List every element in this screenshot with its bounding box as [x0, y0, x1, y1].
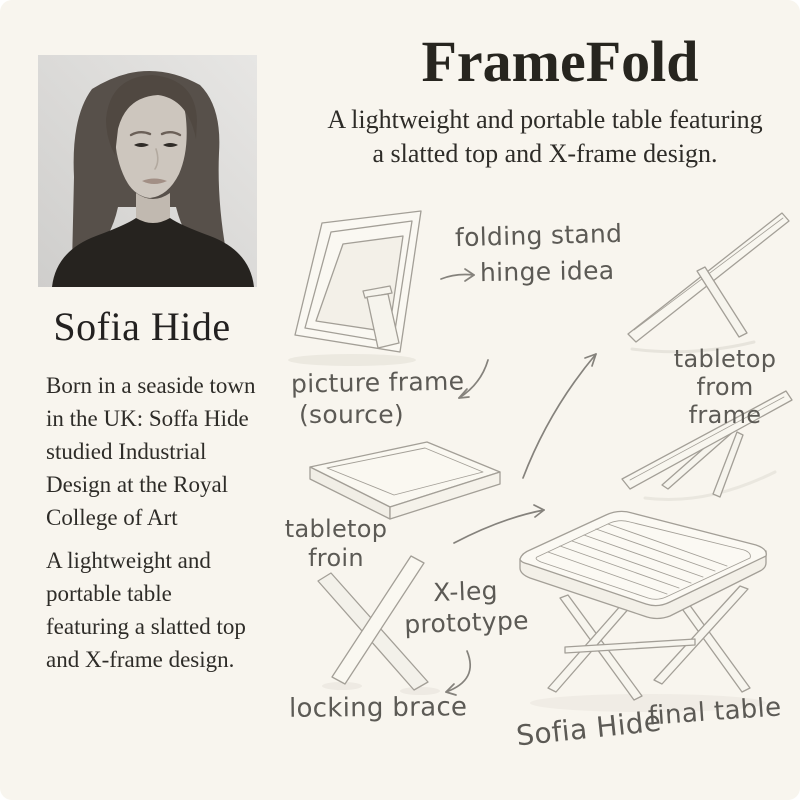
tabletop-to-frame-arrow-icon [523, 354, 596, 478]
bio-line: featuring a slatted top [46, 614, 246, 639]
bio-line: College of Art [46, 505, 178, 530]
label-line: from [696, 373, 754, 401]
bio-line: portable table [46, 581, 172, 606]
subtitle-line: a slatted top and X-frame design. [372, 139, 718, 168]
tabletop-froin-label [281, 515, 391, 573]
picture-frame-sketch [288, 211, 421, 366]
bio-line: Design at the Royal [46, 472, 229, 497]
label-line: X-leg [432, 575, 499, 608]
signature: Sofia Hide [514, 704, 663, 753]
bio-line: A lightweight and [46, 548, 211, 573]
bio-line: and X-frame design. [46, 647, 235, 672]
bio-line: in the UK: Soffa Hide [46, 406, 249, 431]
bio-line: Born in a seaside town [46, 373, 256, 398]
final-table-label: final table [647, 692, 783, 732]
folding-stand-sketch [628, 213, 789, 352]
tabletop-from-frame-label [665, 345, 785, 429]
label-line: tabletop [284, 515, 388, 543]
label-line: prototype [403, 605, 530, 640]
label-line: frame [688, 401, 762, 429]
locking-brace-label: locking brace [288, 692, 468, 724]
bio-line: studied Industrial [46, 439, 207, 464]
hinge-idea-label: hinge idea [479, 255, 615, 288]
x-leg-prototype-label [395, 574, 537, 641]
product-title: FrameFold [421, 29, 699, 94]
folding-stand-label: folding stand [454, 218, 623, 253]
flat-tabletop-sketch [310, 442, 500, 519]
designer-name: Sofia Hide [53, 304, 231, 349]
to-locking-brace-arrow-icon [446, 651, 470, 695]
subtitle-line: A lightweight and portable table featuring [327, 105, 763, 134]
label-line: froin [308, 544, 364, 572]
hinge-arrow-icon [441, 269, 474, 281]
to-final-table-arrow-icon [454, 505, 544, 543]
picture-frame-source-label: (source) [299, 400, 404, 429]
picture-frame-label: picture frame [290, 366, 465, 399]
final-table-sketch [520, 511, 766, 712]
label-line: tabletop [673, 345, 777, 373]
